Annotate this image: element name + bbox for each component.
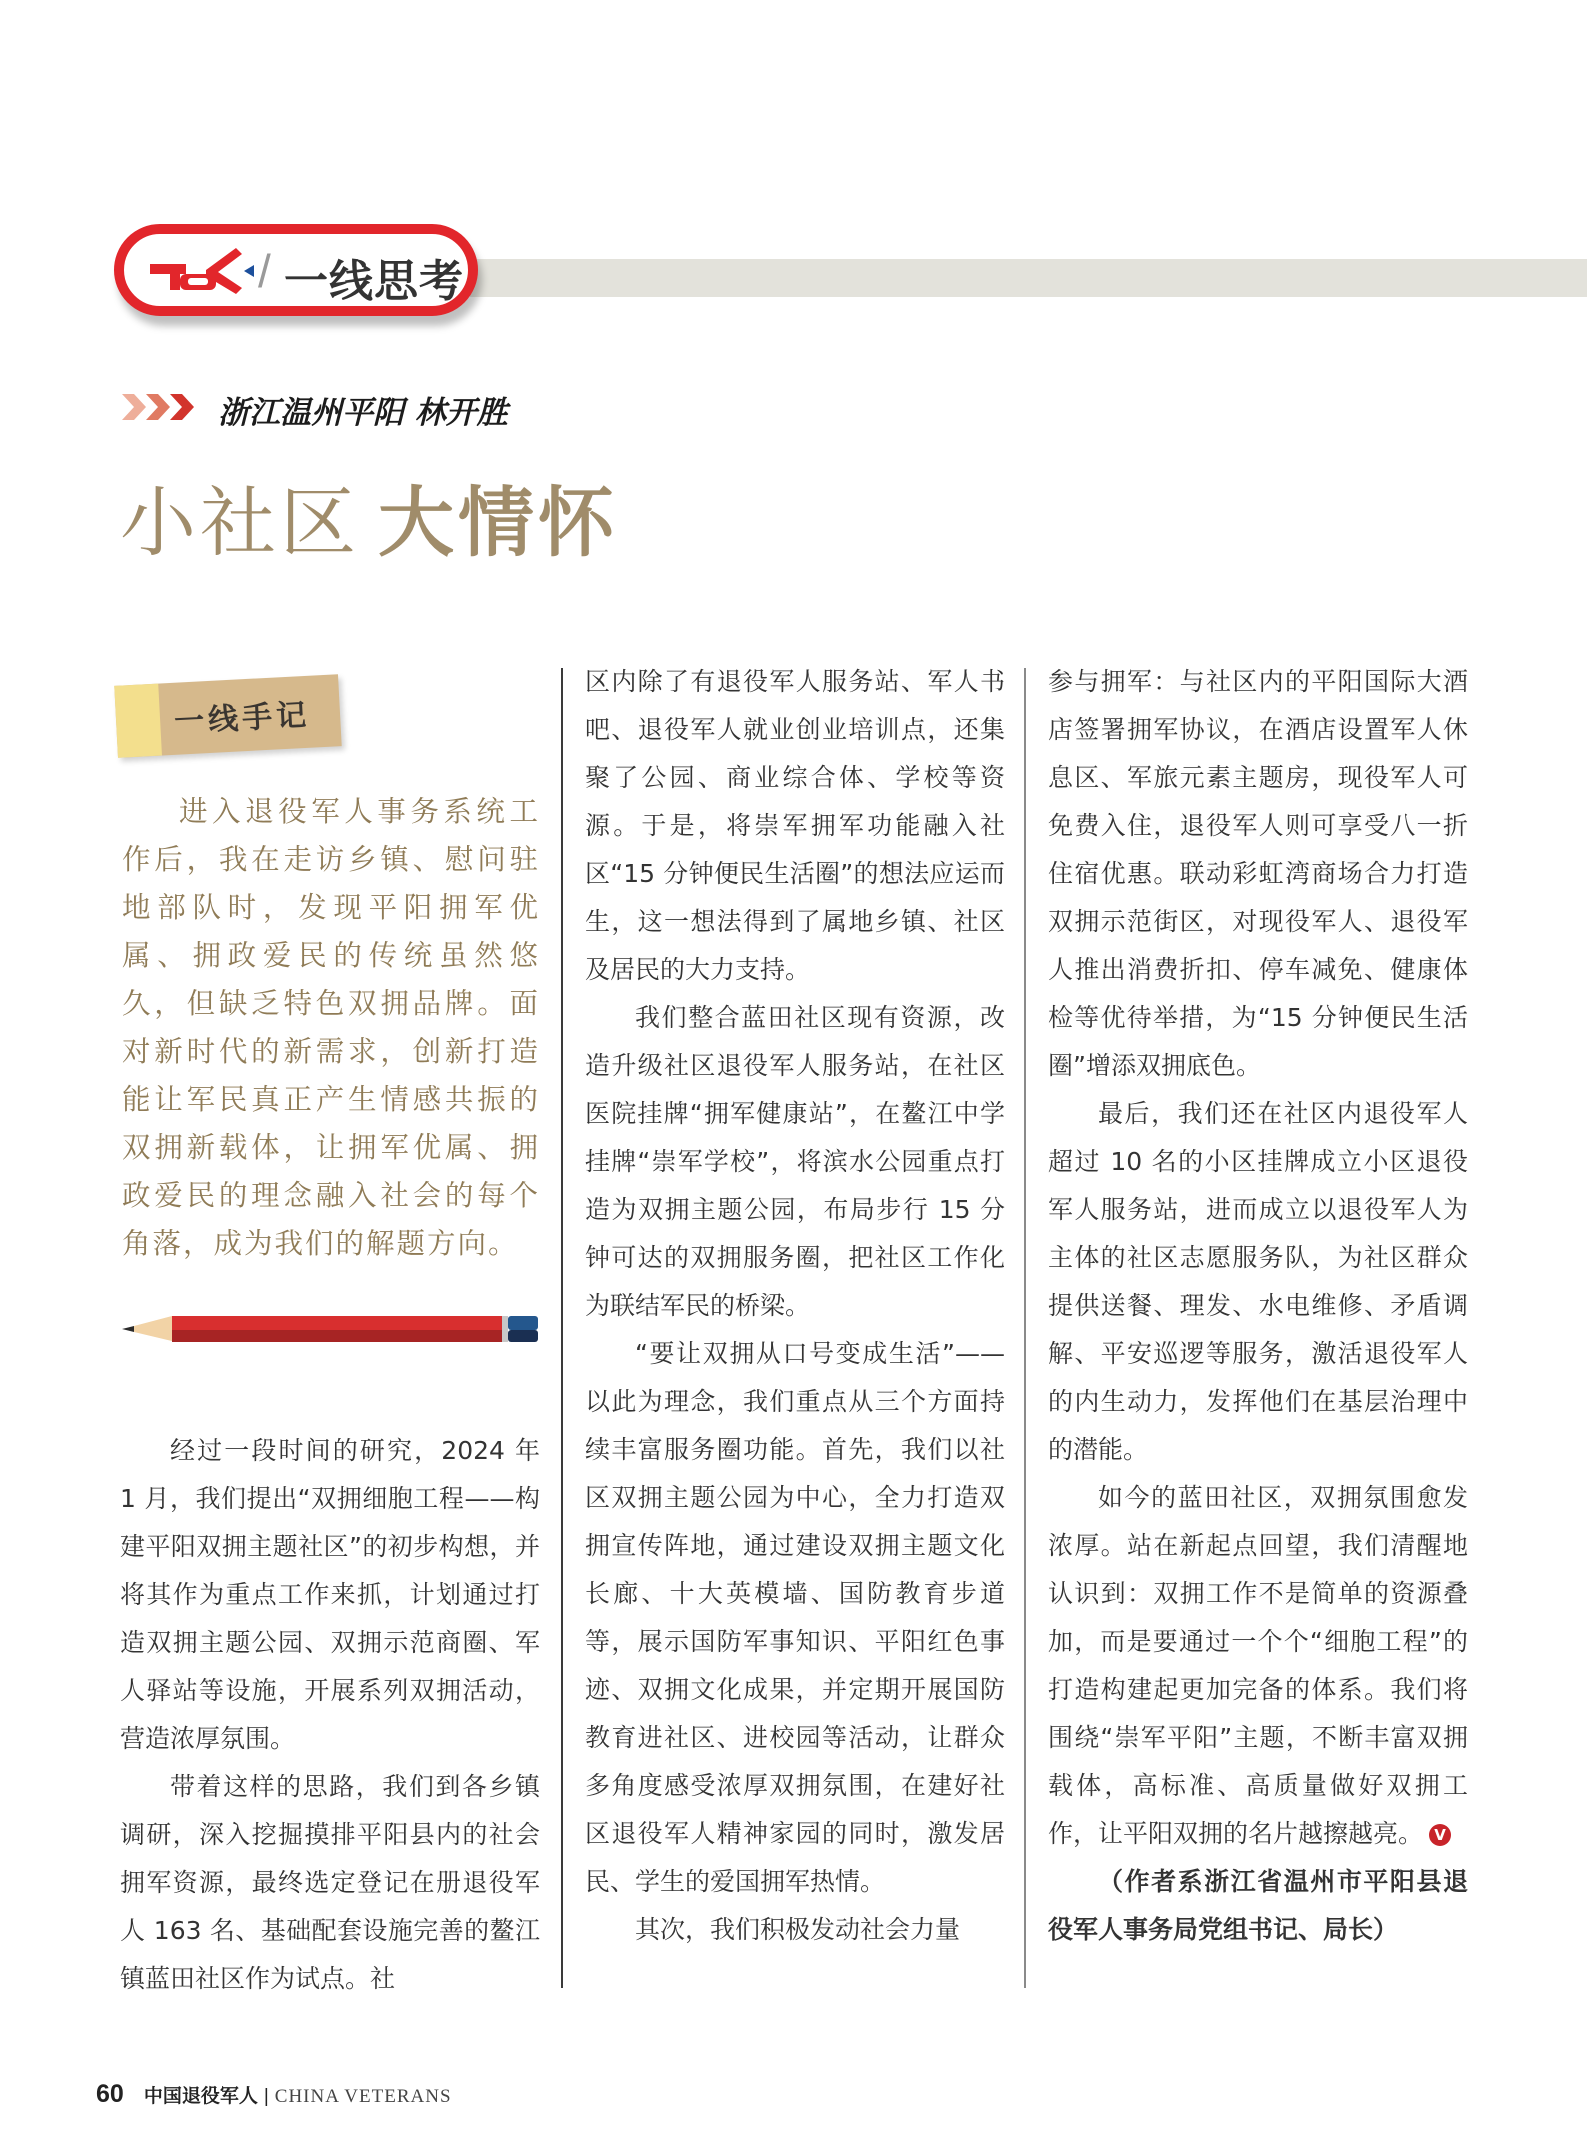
article-title [120, 462, 618, 571]
body-column-1 [120, 1427, 540, 2003]
body-column-3 [1048, 658, 1468, 1954]
intro-text [122, 788, 540, 1268]
body-paragraph-text: 如今的蓝田社区，双拥氛围愈发浓厚。站在新起点回望，我们清醒地认识到：双拥工作不是简单的资源叠加，而是要通过一个个“细胞工程”的打造构建起更加完备的体系。我们将围绕“崇军平阳”主题，不断丰富双拥载体，高标准、高质量做好双拥工作，让平阳双拥的名片越擦越亮。 [1048, 1483, 1468, 1848]
body-paragraph-final [1048, 1474, 1468, 1858]
body-paragraph: 我们整合蓝田社区现有资源，改造升级社区退役军人服务站，在社区医院挂牌“拥军健康站”，在鳌江中学挂牌“崇军学校”，将滨水公园重点打造为双拥主题公园，布局步行 15 分钟可达的双拥服务圈，把社区工作化为联结军民的桥梁。 [585, 1003, 1005, 1320]
body-paragraph: 带着这样的思路，我们到各乡镇调研，深入挖掘摸排平阳县内的社会拥军资源，最终选定登记在册退役军人 163 名、基础配套设施完善的鳌江镇蓝田社区作为试点。社 [120, 1772, 540, 1993]
body-paragraph: 参与拥军：与社区内的平阳国际大酒店签署拥军协议，在酒店设置军人休息区、军旅元素主题房，现役军人可免费入住，退役军人则可享受八一折住宿优惠。联动彩虹湾商场合力打造双拥示范街区，对现役军人、退役军人推出消费折扣、停车减免、健康体检等优待举措，为“15 分钟便民生活圈”增添双拥底色。 [1048, 667, 1468, 1080]
page-number: 60 [96, 2080, 124, 2108]
article-title-bold: 大情怀 [378, 478, 618, 567]
column-divider [561, 668, 563, 1988]
sticky-note-label [114, 674, 341, 758]
body-paragraph: “要让双拥从口号变成生活”——以此为理念，我们重点从三个方面持续丰富服务圈功能。首先，我们以社区双拥主题公园为中心，全力打造双拥宣传阵地，通过建设双拥主题文化长廊、十大英模墙、国防教育步道等，展示国防军事知识、平阳红色事迹、双拥文化成果，并定期开展国防教育进社区、进校园等活动，让群众多角度感受浓厚双拥氛围，在建好社区退役军人精神家园的同时，激发居民、学生的爱国拥军热情。 [585, 1339, 1005, 1896]
triple-chevron-icon [122, 392, 202, 422]
magazine-name-cn: 中国退役军人 [143, 2085, 258, 2107]
body-paragraph: 区内除了有退役军人服务站、军人书吧、退役军人就业创业培训点，还集聚了公园、商业综合体、学校等资源。于是，将崇军拥军功能融入社区“15 分钟便民生活圈”的想法应运而生，这一想法得到了属地乡镇、社区及居民的大力支持。 [585, 667, 1005, 984]
sticky-note-text: 一线手记 [173, 697, 311, 740]
section-header-bar [470, 259, 1587, 297]
section-slash: / [258, 245, 271, 297]
author-byline: 浙江温州平阳 林开胜 [218, 395, 508, 431]
body-column-2 [585, 658, 1005, 1954]
body-paragraph: 最后，我们还在社区内退役军人超过 10 名的小区挂牌成立小区退役军人服务站，进而成立以退役军人为主体的社区志愿服务队，为社区群众提供送餐、理发、水电维修、矛盾调解、平安巡逻等服务，激活退役军人的内生动力，发挥他们在基层治理中的潜能。 [1048, 1099, 1468, 1464]
end-of-article-icon: V [1429, 1824, 1451, 1846]
body-paragraph: 其次，我们积极发动社会力量 [635, 1915, 961, 1944]
section-title: 一线思考 [284, 256, 464, 307]
pencil-icon [122, 1315, 540, 1343]
intro-paragraph: 进入退役军人事务系统工作后，我在走访乡镇、慰问驻地部队时，发现平阳拥军优属、拥政爱民的传统虽然悠久，但缺乏特色双拥品牌。面对新时代的新需求，创新打造能让军民真正产生情感共振的双拥新载体，让拥军优属、拥政爱民的理念融入社会的每个角落，成为我们的解题方向。 [122, 795, 540, 1260]
footer-separator: | [263, 2086, 269, 2107]
article-title-light: 小社区 [120, 478, 360, 567]
body-paragraph: 经过一段时间的研究，2024 年 1 月，我们提出“双拥细胞工程——构建平阳双拥主题社区”的初步构想，并将其作为重点工作来抓，计划通过打造双拥主题公园、双拥示范商圈、军人驿站等设施，开展系列双拥活动，营造浓厚氛围。 [120, 1436, 540, 1753]
magazine-name-en: CHINA VETERANS [274, 2086, 452, 2107]
veterans-logo-icon [150, 240, 260, 300]
author-note: （作者系浙江省温州市平阳县退役军人事务局党组书记、局长） [1048, 1867, 1468, 1944]
column-divider [1024, 668, 1026, 1988]
page-footer [96, 2080, 452, 2109]
